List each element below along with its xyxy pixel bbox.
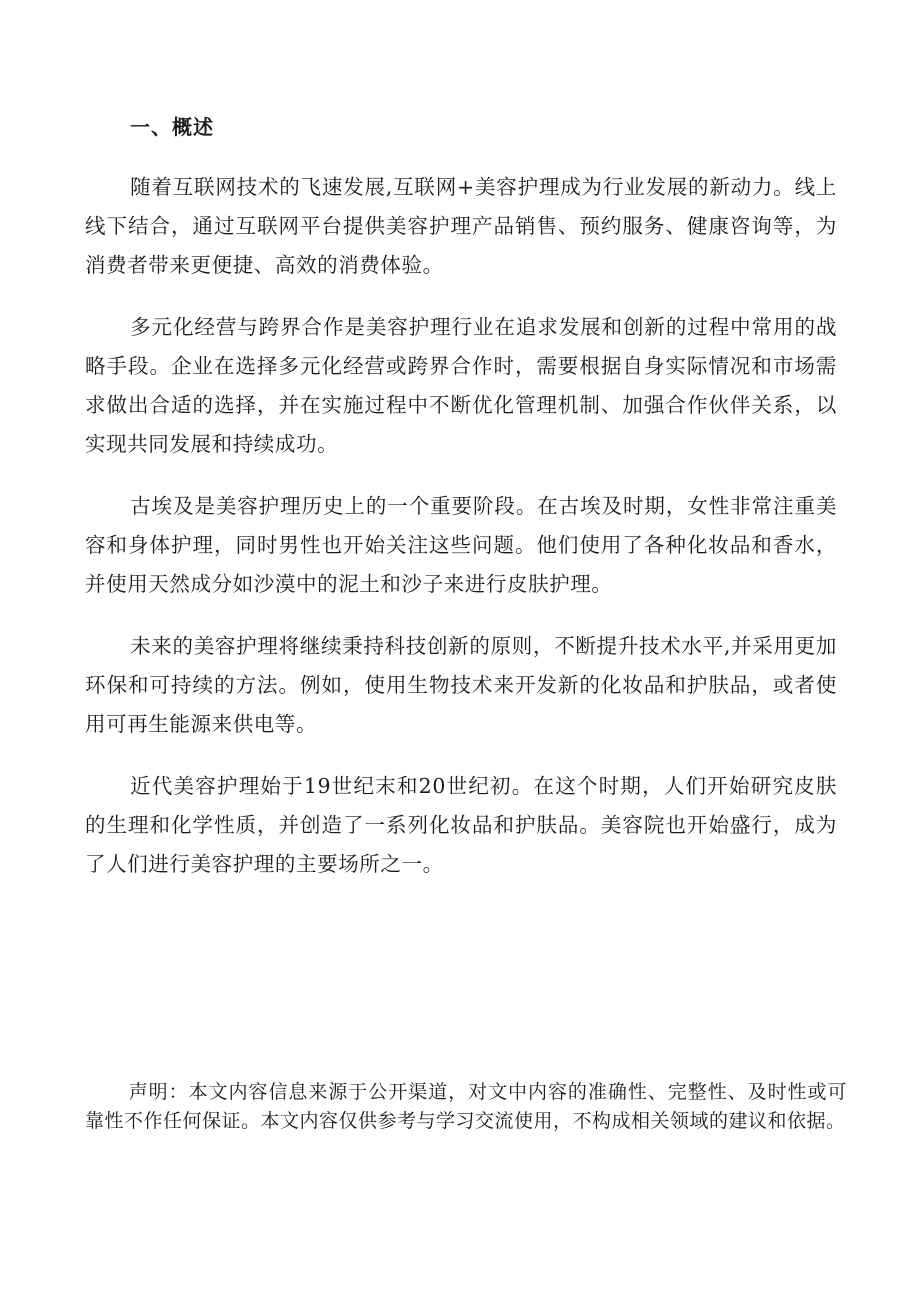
paragraph-diversification: 多元化经营与跨界合作是美容护理行业在追求发展和创新的过程中常用的战略手段。企业在选择多元化经营或跨界合作时，需要根据自身实际情况和市场需求做出合适的选择，并在实施过程中不断优化管理机制、加强合作伙伴关系，以实现共同发展和持续成功。 bbox=[85, 315, 837, 456]
paragraph-ancient-egypt: 古埃及是美容护理历史上的一个重要阶段。在古埃及时期，女性非常注重美容和身体护理，同时男性也开始关注这些问题。他们使用了各种化妆品和香水，并使用天然成分如沙漠中的泥土和沙子来进行皮肤护理。 bbox=[85, 494, 837, 596]
document-body bbox=[85, 168, 837, 907]
paragraph-internet-beauty: 随着互联网技术的飞速发展,互联网+美容护理成为行业发展的新动力。线上线下结合，通过互联网平台提供美容护理产品销售、预约服务、健康咨询等，为消费者带来更便捷、高效的消费体验。 bbox=[85, 175, 837, 277]
paragraph-future: 未来的美容护理将继续秉持科技创新的原则，不断提升技术水平,并采用更加环保和可持续的方法。例如，使用生物技术来开发新的化妆品和护肤品，或者使用可再生能源来供电等。 bbox=[85, 634, 837, 736]
section-heading: 一、概述 bbox=[130, 115, 214, 139]
disclaimer-text: 声明：本文内容信息来源于公开渠道，对文中内容的准确性、完整性、及时性或可靠性不作任何保证。本文内容仅供参考与学习交流使用，不构成相关领域的建议和依据。 bbox=[85, 1081, 847, 1132]
paragraph-modern-history: 近代美容护理始于19世纪末和20世纪初。在这个时期，人们开始研究皮肤的生理和化学性质，并创造了一系列化妆品和护肤品。美容院也开始盛行，成为了人们进行美容护理的主要场所之一。 bbox=[85, 774, 837, 876]
